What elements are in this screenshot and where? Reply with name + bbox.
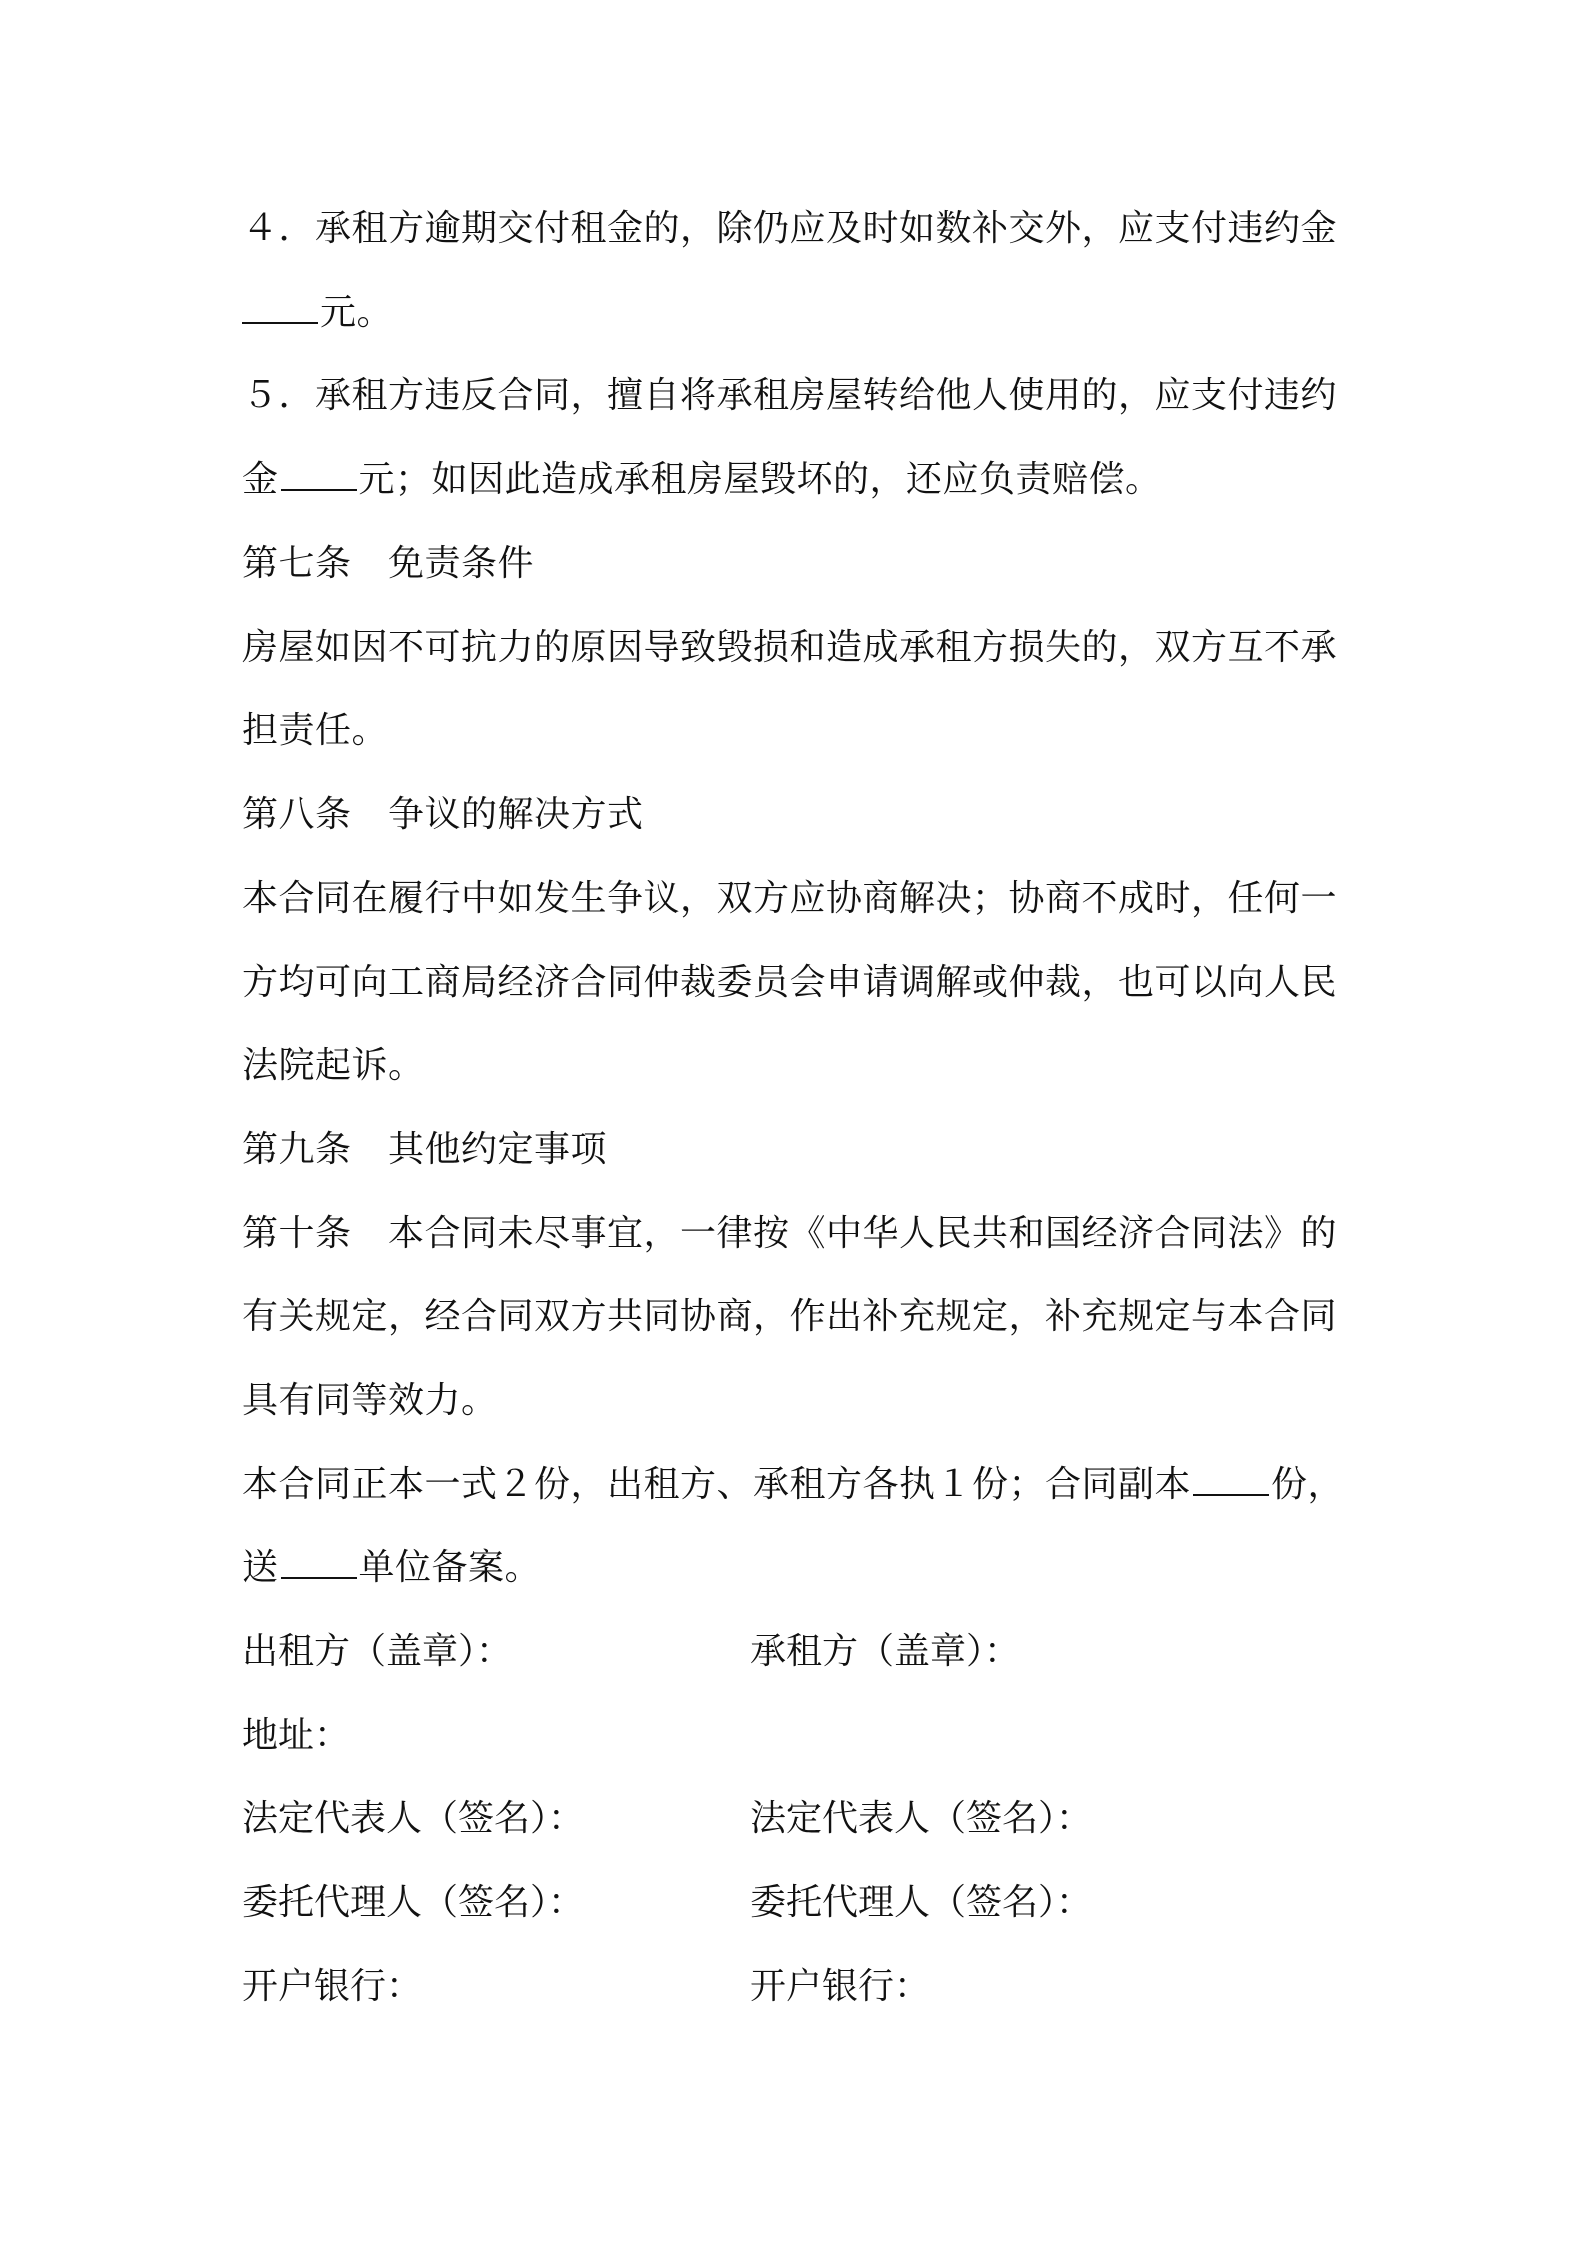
clause-9-heading: 第九条 其他约定事项 [242, 1129, 608, 1170]
clause-7-body-line-1: 房屋如因不可抗力的原因导致毁损和造成承租方损失的，双方互不承 [242, 627, 1338, 668]
filing-suffix: 单位备案。 [358, 1547, 542, 1588]
penalty-amount-blank [242, 292, 318, 324]
copies-line-2 [242, 1545, 1362, 1591]
clause-6-item-5-line-1: ５．承租方违反合同，擅自将承租房屋转给他人使用的，应支付违约 [242, 375, 1338, 416]
clause-10-line-2: 有关规定，经合同双方共同协商，作出补充规定，补充规定与本合同 [242, 1296, 1338, 1337]
lessee-legal-rep-label: 法定代表人（签名）： [750, 1798, 1093, 1839]
clause-7-body-line-2: 担责任。 [242, 710, 389, 751]
legal-rep-row [242, 1796, 1362, 1842]
item-4-suffix: 元。 [320, 292, 394, 333]
filing-unit-blank [281, 1547, 357, 1579]
copies-line-1 [242, 1462, 1362, 1508]
lessor-legal-rep-label: 法定代表人（签名）： [242, 1798, 585, 1839]
clause-8-heading: 第八条 争议的解决方式 [242, 794, 644, 835]
lessor-bank-label: 开户银行： [242, 1966, 423, 2007]
penalty-amount-blank [281, 459, 357, 491]
copies-count-blank [1193, 1464, 1269, 1496]
address-label: 地址： [242, 1715, 351, 1756]
lessor-seal-label: 出租方（盖章）： [242, 1631, 513, 1672]
bank-row [242, 1964, 1362, 2010]
clause-6-item-4-line-2 [242, 290, 1362, 336]
lessee-bank-label: 开户银行： [750, 1966, 931, 2007]
address-row [242, 1713, 1362, 1759]
clause-8-body-line-2: 方均可向工商局经济合同仲裁委员会申请调解或仲裁，也可以向人民 [242, 962, 1338, 1003]
clause-6-item-4-line-1: ４．承租方逾期交付租金的，除仍应及时如数补交外，应支付违约金 [242, 208, 1338, 249]
copies-suffix: 份， [1271, 1464, 1345, 1505]
clause-8-body-line-3: 法院起诉。 [242, 1045, 425, 1086]
copies-prefix: 本合同正本一式２份，出租方、承租方各执１份；合同副本 [242, 1464, 1192, 1505]
clause-8-body-line-1: 本合同在履行中如发生争议，双方应协商解决；协商不成时，任何一 [242, 878, 1338, 919]
filing-prefix: 送 [242, 1547, 279, 1588]
lessee-agent-label: 委托代理人（签名）： [750, 1882, 1093, 1923]
seal-row [242, 1629, 1362, 1675]
lessee-seal-label: 承租方（盖章）： [750, 1631, 1021, 1672]
clause-10-line-1: 第十条 本合同未尽事宜，一律按《中华人民共和国经济合同法》的 [242, 1213, 1338, 1254]
clause-7-heading: 第七条 免责条件 [242, 543, 535, 584]
clause-6-item-5-line-2 [242, 457, 1362, 503]
item-5-suffix: 元；如因此造成承租房屋毁坏的，还应负责赔偿。 [358, 459, 1162, 500]
item-5-prefix: 金 [242, 459, 279, 500]
agent-row [242, 1880, 1362, 1926]
clause-10-line-3: 具有同等效力。 [242, 1380, 498, 1421]
lessor-agent-label: 委托代理人（签名）： [242, 1882, 585, 1923]
